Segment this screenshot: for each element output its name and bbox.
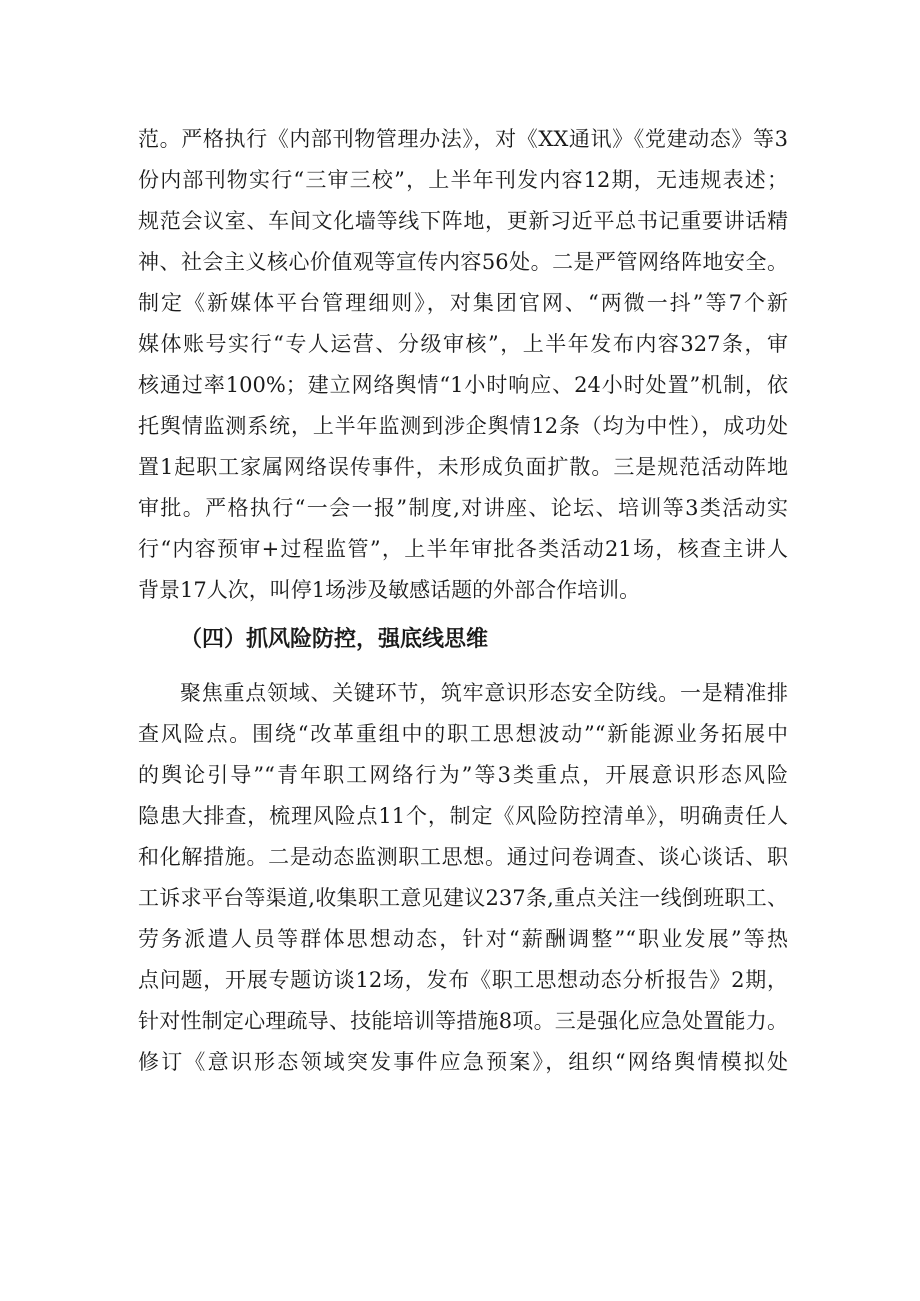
text-line: 查风险点。围绕“改革重组中的职工思想波动”“新能源业务拓展中	[138, 722, 788, 746]
text-line: 针对性制定心理疏导、技能培训等措施8项。三是强化应急处置能力。	[138, 1009, 788, 1033]
text-line: 的舆论引导”“青年职工网络行为”等3类重点，开展意识形态风险	[138, 763, 788, 787]
text-line: 劳务派遣人员等群体思想动态，针对“薪酬调整”“职业发展”等热	[138, 927, 788, 951]
text-line: 行“内容预审+过程监管”，上半年审批各类活动21场，核查主讲人	[138, 537, 788, 561]
text-line: 核通过率100%；建立网络舆情“1小时响应、24小时处置”机制，依	[138, 373, 788, 397]
text-line: 置1起职工家属网络误传事件，未形成负面扩散。三是规范活动阵地	[138, 455, 788, 479]
text-line: 聚焦重点领域、关键环节，筑牢意识形态安全防线。一是精准排	[180, 681, 788, 705]
text-line: 范。严格执行《内部刊物管理办法》，对《XX通讯》《党建动态》等3	[138, 127, 788, 151]
text-line: 和化解措施。二是动态监测职工思想。通过问卷调查、谈心谈话、职	[138, 845, 788, 869]
text-line: 审批。严格执行“一会一报”制度,对讲座、论坛、培训等3类活动实	[138, 496, 788, 520]
text-line: 托舆情监测系统，上半年监测到涉企舆情12条（均为中性），成功处	[138, 414, 788, 438]
text-line: 神、社会主义核心价值观等宣传内容56处。二是严管网络阵地安全。	[138, 250, 788, 274]
section-heading: （四）抓风险防控，强底线思维	[180, 626, 489, 652]
text-line: 背景17人次，叫停1场涉及敏感话题的外部合作培训。	[138, 578, 641, 602]
text-line: 份内部刊物实行“三审三校”，上半年刊发内容12期，无违规表述；	[138, 168, 788, 192]
text-line: 媒体账号实行“专人运营、分级审核”，上半年发布内容327条，审	[138, 332, 788, 356]
text-line: 隐患大排查，梳理风险点11个，制定《风险防控清单》，明确责任人	[138, 804, 788, 828]
text-line: 工诉求平台等渠道,收集职工意见建议237条,重点关注一线倒班职工、	[138, 886, 788, 910]
text-line: 修订《意识形态领域突发事件应急预案》，组织“网络舆情模拟处	[138, 1050, 788, 1074]
text-line: 规范会议室、车间文化墙等线下阵地，更新习近平总书记重要讲话精	[138, 209, 788, 233]
text-line: 制定《新媒体平台管理细则》，对集团官网、“两微一抖”等7个新	[138, 291, 788, 315]
text-line: 点问题，开展专题访谈12场，发布《职工思想动态分析报告》2期，	[138, 968, 788, 992]
